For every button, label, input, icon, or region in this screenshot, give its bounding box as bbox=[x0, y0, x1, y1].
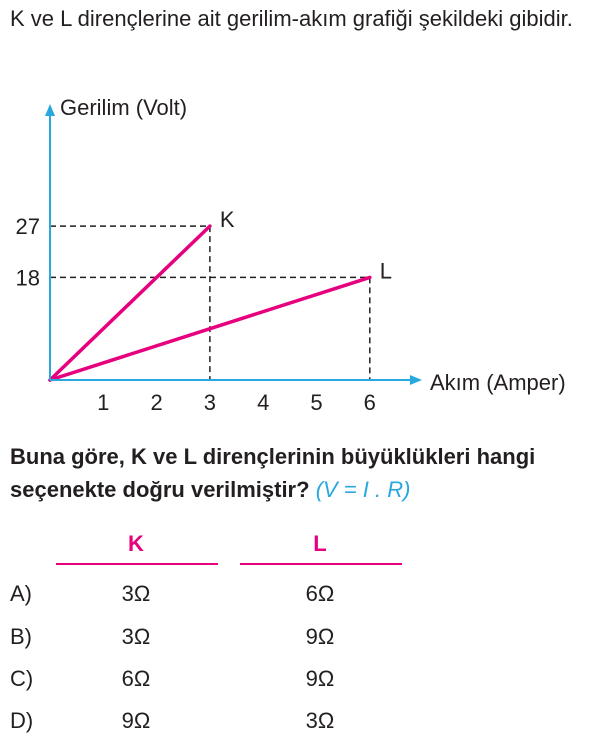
option-b[interactable] bbox=[0, 624, 610, 664]
question-body: Buna göre, K ve L dirençlerinin büyüklükleri hangi seçenekte doğru verilmiştir? bbox=[10, 444, 536, 502]
option-k-value: 3Ω bbox=[121, 624, 151, 649]
y-axis-label: Gerilim (Volt) bbox=[60, 95, 188, 120]
question-text bbox=[10, 440, 605, 506]
option-l-value: 9Ω bbox=[305, 666, 335, 691]
option-letter: D) bbox=[10, 708, 34, 733]
option-k-value: 3Ω bbox=[121, 581, 151, 606]
x-tick-label-5: 5 bbox=[310, 390, 323, 415]
x-tick-label-3: 3 bbox=[203, 390, 217, 415]
option-letter: B) bbox=[10, 624, 32, 649]
x-axis-arrow bbox=[410, 375, 422, 385]
series-label-k: K bbox=[219, 207, 235, 233]
x-tick-label-1: 1 bbox=[97, 390, 110, 415]
column-underline-k bbox=[56, 563, 218, 565]
column-underline-l bbox=[240, 563, 402, 565]
option-letter: C) bbox=[10, 666, 34, 691]
series-line-l bbox=[50, 277, 370, 380]
series-label-l: L bbox=[379, 258, 393, 284]
option-c[interactable] bbox=[0, 666, 610, 706]
y-axis-arrow bbox=[45, 104, 55, 116]
option-l-value: 6Ω bbox=[305, 581, 335, 606]
column-header-l: L bbox=[313, 531, 327, 556]
x-tick-label-4: 4 bbox=[257, 390, 270, 415]
column-header-k: K bbox=[128, 531, 144, 556]
question-intro: K ve L dirençlerine ait gerilim-akım grafiği şekildeki gibidir. bbox=[10, 6, 573, 31]
y-tick-label-27: 27 bbox=[15, 214, 40, 240]
option-k-value: 6Ω bbox=[121, 666, 151, 691]
option-k-value: 9Ω bbox=[121, 708, 151, 733]
x-tick-label-2: 2 bbox=[150, 390, 163, 415]
option-a[interactable] bbox=[0, 581, 610, 621]
option-letter: A) bbox=[10, 581, 32, 606]
option-l-value: 9Ω bbox=[305, 624, 335, 649]
option-l-value: 3Ω bbox=[305, 708, 335, 733]
x-axis-label: Akım (Amper) bbox=[430, 370, 566, 395]
y-tick-label-18: 18 bbox=[15, 265, 40, 291]
formula: (V = I . R) bbox=[315, 477, 411, 502]
series-line-k bbox=[50, 226, 210, 380]
option-d[interactable] bbox=[0, 708, 610, 748]
x-tick-label-6: 6 bbox=[363, 390, 376, 415]
